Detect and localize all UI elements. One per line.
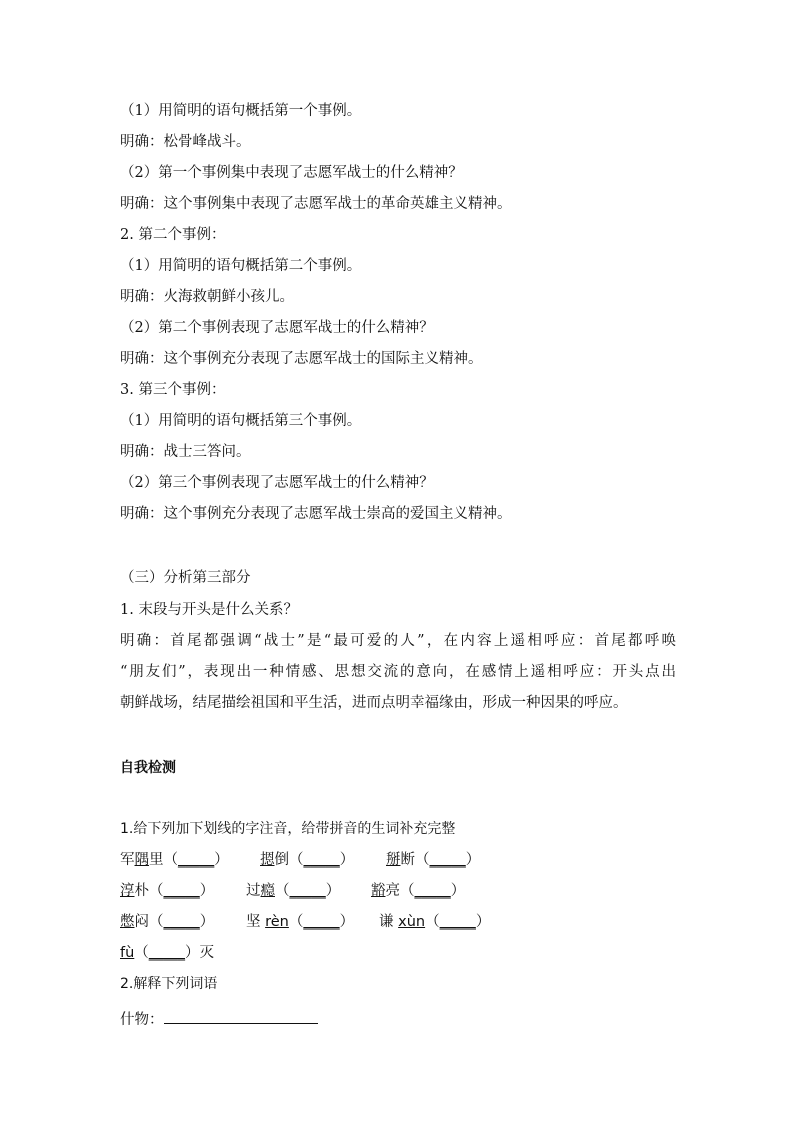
item-chun-pu: 淳朴（_____） [120, 883, 215, 899]
item-jun-yu-li: 军隅里（_____） [120, 852, 229, 868]
answer-blank[interactable]: _____ [163, 883, 200, 899]
example-2-heading: 2. 第二个事例： [120, 227, 226, 243]
term-label: 什物： [120, 1012, 164, 1028]
part3-heading: （三）分析第三部分 [120, 570, 251, 586]
item-en-dao: 摁倒（_____） [260, 852, 355, 868]
answer-blank[interactable]: _____ [429, 852, 466, 868]
question-1-1: （1）用简明的语句概括第一个事例。 [120, 103, 362, 119]
answer-2-2: 明确：这个事例充分表现了志愿军战士的国际主义精神。 [120, 351, 483, 367]
answer-2-1: 明确：火海救朝鲜小孩儿。 [120, 289, 294, 305]
question-2-1: （1）用简明的语句概括第二个事例。 [120, 258, 362, 274]
question-3-2: （2）第三个事例表现了志愿军战士的什么精神？ [120, 475, 434, 491]
item-fu-mie: fù（_____）灭 [120, 945, 215, 961]
answer-blank[interactable]: _____ [439, 914, 476, 930]
term-row-shiwu [120, 1009, 318, 1030]
item-bai-duan: 掰断（_____） [386, 852, 481, 868]
answer-blank[interactable]: _____ [163, 914, 200, 930]
selftest-question-1: 1.给下列加下划线的字注音，给带拼音的生词补充完整 [120, 821, 456, 837]
answer-blank[interactable]: _____ [303, 914, 340, 930]
item-jian-ren: 坚 rèn（_____） [246, 914, 355, 930]
example-3-heading: 3. 第三个事例： [120, 382, 226, 398]
part3-answer-line-3: 朝鲜战场，结尾描绘祖国和平生活，进而点明幸福缘由，形成一种因果的呼应。 [120, 695, 628, 711]
answer-1-2: 明确：这个事例集中表现了志愿军战士的革命英雄主义精神。 [120, 196, 512, 212]
answer-blank[interactable]: _____ [178, 852, 215, 868]
selftest-question-2: 2.解释下列词语 [120, 976, 218, 992]
question-1-2: （2）第一个事例集中表现了志愿军战士的什么精神？ [120, 165, 463, 181]
answer-blank[interactable]: _____ [289, 883, 326, 899]
answer-blank[interactable]: _____ [414, 883, 451, 899]
question-3-1: （1）用简明的语句概括第三个事例。 [120, 413, 362, 429]
part3-answer-line-2: “朋友们”，表现出一种情感、思想交流的意向，在感情上遥相呼应：开头点出 [120, 664, 676, 680]
answer-blank[interactable]: _____ [303, 852, 340, 868]
item-bie-men: 憋闷（_____） [120, 914, 215, 930]
part3-answer-line-1: 明确：首尾都强调“战士”是“最可爱的人”，在内容上遥相呼应：首尾都呼唤 [120, 633, 676, 649]
answer-1-1: 明确：松骨峰战斗。 [120, 134, 251, 150]
answer-3-1: 明确：战士三答问。 [120, 444, 251, 460]
question-2-2: （2）第二个事例表现了志愿军战士的什么精神？ [120, 320, 434, 336]
part3-question: 1. 末段与开头是什么关系？ [120, 602, 298, 618]
answer-3-2: 明确：这个事例充分表现了志愿军战士崇高的爱国主义精神。 [120, 506, 512, 522]
selftest-title: 自我检测 [120, 760, 176, 776]
definition-blank[interactable] [164, 1009, 318, 1024]
answer-blank[interactable]: _____ [148, 945, 186, 961]
item-qian-xun: 谦 xùn（_____） [379, 914, 491, 930]
item-guo-yin: 过瘾（_____） [246, 883, 341, 899]
item-huo-liang: 豁亮（_____） [371, 883, 466, 899]
